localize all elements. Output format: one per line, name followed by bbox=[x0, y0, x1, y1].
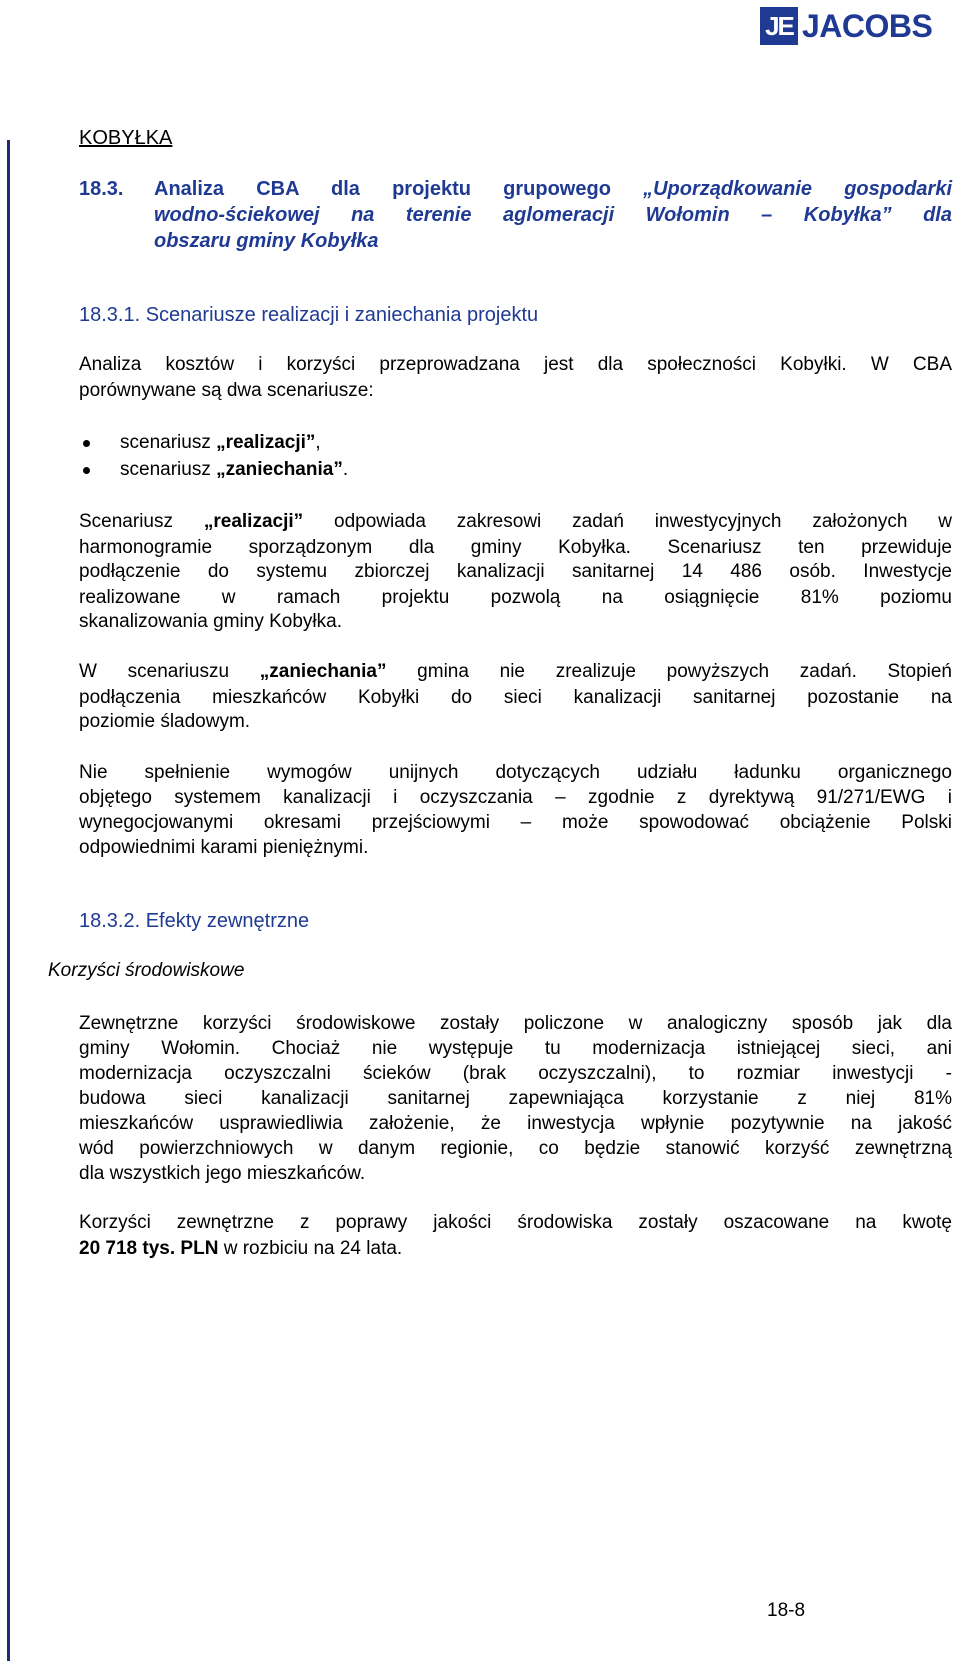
paragraph-line: wód powierzchniowych w danym regionie, co będzie stanowić korzyść zewnętrzną bbox=[79, 1138, 952, 1159]
paragraph-line: wynegocjowanymi okresami przejściowymi – może spowodować obciążenie Polski bbox=[79, 812, 952, 833]
paragraph-line: modernizacja oczyszczalni ścieków (brak oczyszczalni), to rozmiar inwestycji - bbox=[79, 1063, 952, 1084]
section-number: 18.3. bbox=[79, 178, 124, 200]
subheading-environmental-benefits: Korzyści środowiskowe bbox=[48, 960, 245, 981]
paragraph-line: dla wszystkich jego mieszkańców. bbox=[79, 1163, 366, 1184]
subsection-heading-2: 18.3.2. Efekty zewnętrzne bbox=[79, 910, 310, 932]
paragraph-line: mieszkańców usprawiedliwia założenie, że inwestycja wpłynie pozytywnie na jakość bbox=[79, 1113, 952, 1134]
section-title-line-2: wodno-ściekowej na terenie aglomeracji Wołomin – Kobyłka” dla bbox=[154, 204, 952, 226]
paragraph-line: Scenariusz „realizacji” odpowiada zakresowi zadań inwestycyjnych założonych w bbox=[79, 511, 952, 532]
paragraph-line: poziomie śladowym. bbox=[79, 711, 251, 732]
paragraph-line: objętego systemem kanalizacji i oczyszczania – zgodnie z dyrektywą 91/271/EWG i bbox=[79, 787, 952, 808]
logo-mark: JE bbox=[760, 7, 798, 45]
bullet-icon bbox=[83, 440, 90, 447]
paragraph-line: W scenariuszu „zaniechania” gmina nie zrealizuje powyższych zadań. Stopień bbox=[79, 661, 953, 682]
paragraph-line: Nie spełnienie wymogów unijnych dotyczących udziału ładunku organicznego bbox=[79, 762, 952, 783]
section-title-line-1: Analiza CBA dla projektu grupowego „Uporządkowanie gospodarki bbox=[154, 178, 953, 200]
paragraph-line: porównywane są dwa scenariusze: bbox=[79, 380, 374, 401]
paragraph-line: 20 718 tys. PLN w rozbiciu na 24 lata. bbox=[79, 1238, 403, 1259]
paragraph-line: Korzyści zewnętrzne z poprawy jakości środowiska zostały oszacowane na kwotę bbox=[79, 1212, 952, 1233]
revision-bar bbox=[7, 140, 10, 1661]
paragraph-line: podłączenie do systemu zbiorczej kanalizacji sanitarnej 14 486 osób. Inwestycje bbox=[79, 561, 952, 582]
page-number: 18-8 bbox=[767, 1600, 806, 1621]
location-title: KOBYŁKA bbox=[79, 127, 173, 149]
paragraph-line: harmonogramie sporządzonym dla gminy Kobyłka. Scenariusz ten przewiduje bbox=[79, 537, 952, 558]
paragraph-line: skanalizowania gminy Kobyłka. bbox=[79, 611, 342, 632]
paragraph-line: Zewnętrzne korzyści środowiskowe zostały policzone w analogiczny sposób jak dla bbox=[79, 1013, 952, 1034]
paragraph-line: odpowiednimi karami pieniężnymi. bbox=[79, 837, 369, 858]
paragraph-line: budowa sieci kanalizacji sanitarnej zapewniająca korzystanie z niej 81% bbox=[79, 1088, 952, 1109]
jacobs-logo bbox=[760, 7, 932, 45]
paragraph-line: gminy Wołomin. Chociaż nie występuje tu modernizacja istniejącej sieci, ani bbox=[79, 1038, 952, 1059]
section-title-line-3: obszaru gminy Kobyłka bbox=[154, 230, 379, 252]
paragraph-line: podłączenia mieszkańców Kobyłki do sieci kanalizacji sanitarnej pozostanie na bbox=[79, 687, 952, 708]
logo-name: JACOBS bbox=[802, 7, 933, 44]
paragraph-line: realizowane w ramach projektu pozwolą na osiągnięcie 81% poziomu bbox=[79, 587, 952, 608]
subsection-heading-1: 18.3.1. Scenariusze realizacji i zaniechania projektu bbox=[79, 304, 539, 326]
paragraph-line: Analiza kosztów i korzyści przeprowadzana jest dla społeczności Kobyłki. W CBA bbox=[79, 354, 952, 375]
bullet-icon bbox=[83, 467, 90, 474]
